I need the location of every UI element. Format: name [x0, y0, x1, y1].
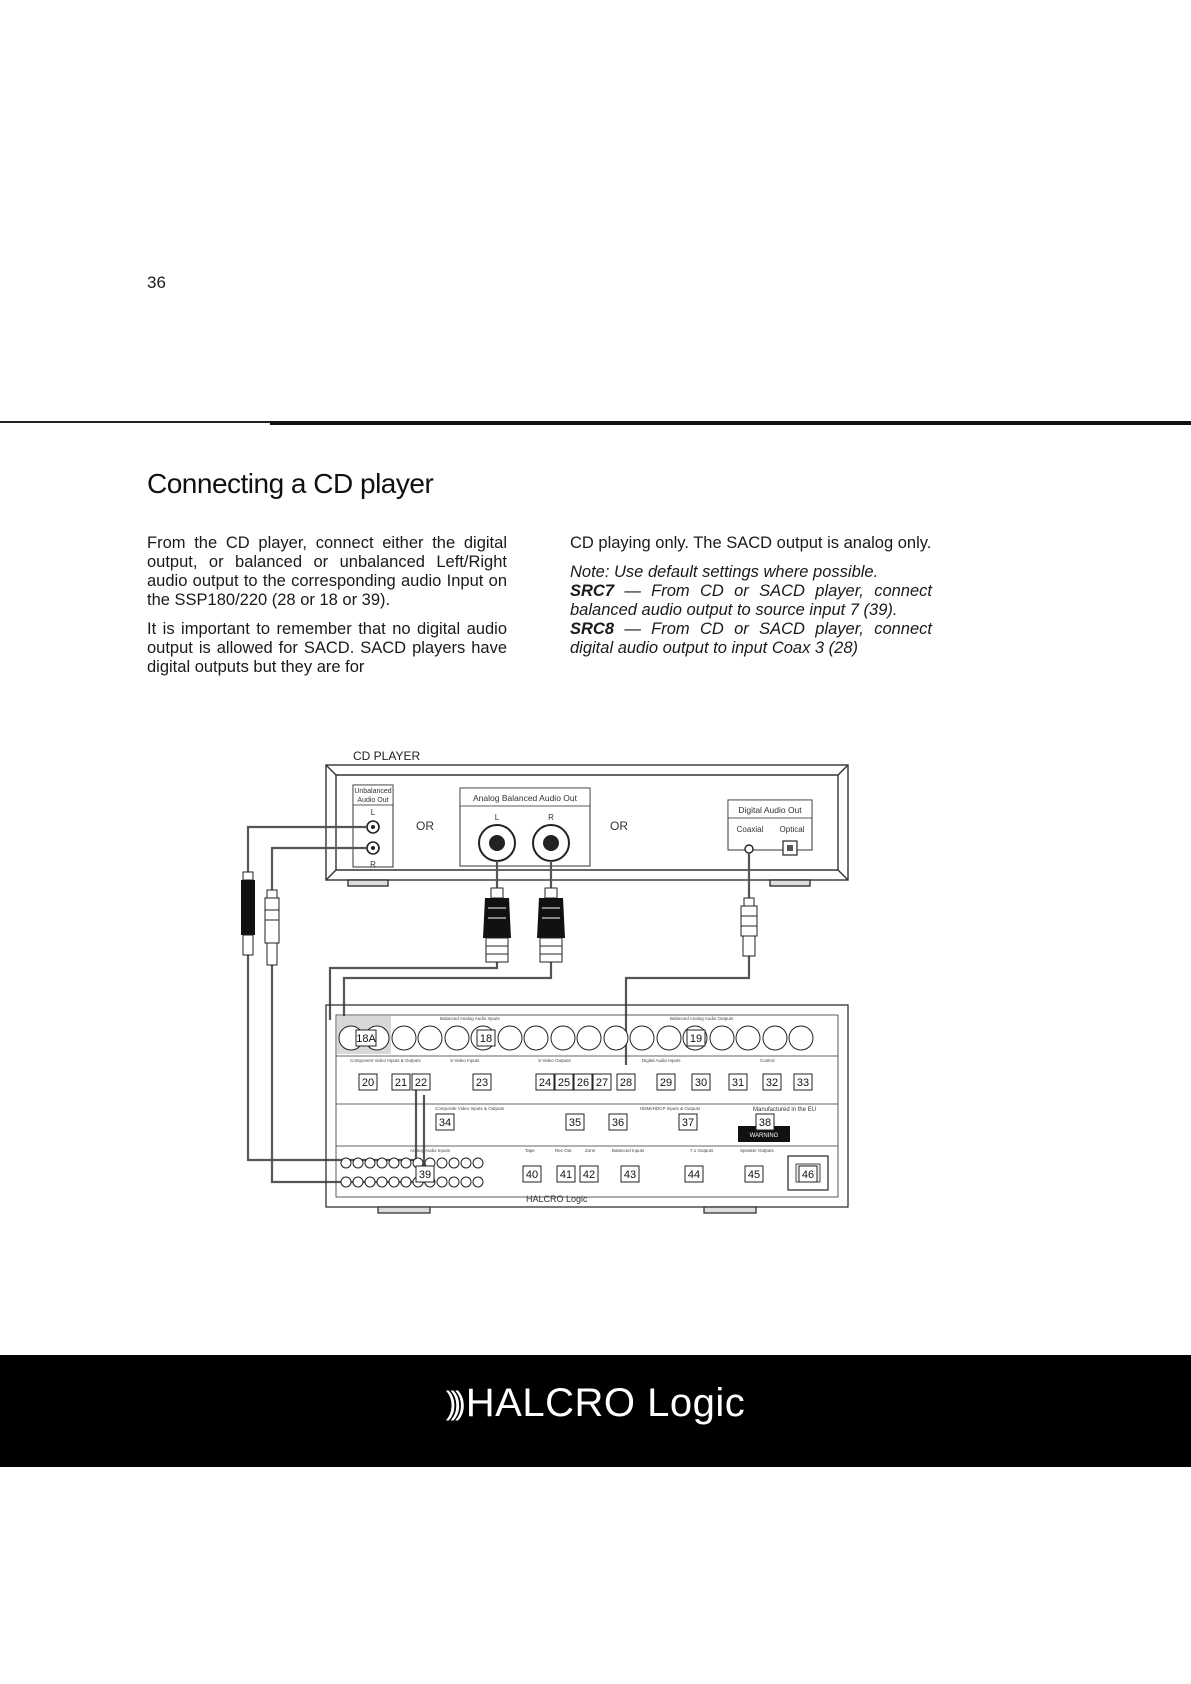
rca-plug-left: [241, 872, 255, 955]
xlr-plug-left: [483, 888, 511, 962]
rear-label-manufactured: Manufactured in the EU: [753, 1107, 817, 1113]
rear-label-component: Component Video Inputs & Outputs: [350, 1058, 421, 1063]
svg-text:37: 37: [681, 1117, 695, 1129]
callout-23: [473, 1074, 491, 1090]
coaxial-plug: [741, 898, 757, 956]
xlr-connector-row: [339, 1026, 813, 1050]
callout-22: [412, 1074, 430, 1090]
rear-label-analog-in: Analog Audio Inputs: [410, 1148, 451, 1153]
callout-31: [729, 1074, 747, 1090]
rear-label-digital-in: Digital Audio Inputs: [642, 1058, 681, 1063]
rear-label-tape: Tape: [525, 1148, 535, 1153]
unbalanced-right-label: R: [370, 860, 376, 869]
callout-34: [436, 1114, 454, 1130]
svg-text:45: 45: [747, 1169, 761, 1181]
unbalanced-label-1: Unbalanced: [354, 788, 392, 795]
callout-24: [536, 1074, 554, 1090]
callout-38: [756, 1114, 774, 1130]
svg-text:21: 21: [394, 1077, 408, 1089]
svg-text:35: 35: [568, 1117, 582, 1129]
rear-label-zone: Zone: [585, 1148, 596, 1153]
note-intro: Note: Use default settings where possible.: [570, 563, 879, 581]
header-rule-thin: [0, 421, 270, 423]
callout-40: [523, 1166, 541, 1182]
rear-label-svideo-out: S-Video Outputs: [538, 1058, 571, 1063]
callout-25: [555, 1074, 573, 1090]
rear-label-71-out: 7.1 Outputs: [690, 1148, 714, 1153]
callout-29: [657, 1074, 675, 1090]
callout-18: [477, 1030, 495, 1046]
callout-46: [799, 1166, 817, 1182]
svg-text:41: 41: [559, 1169, 573, 1181]
svg-text:29: 29: [659, 1077, 673, 1089]
note-src8-label: SRC8: [570, 620, 615, 638]
svg-text:18A: 18A: [356, 1033, 376, 1045]
logo-waves-icon: ))): [445, 1385, 460, 1421]
body-left-column: [147, 534, 507, 687]
footer-brand: HALCRO Logic: [465, 1381, 746, 1425]
balanced-right-label: R: [548, 813, 554, 822]
svg-text:20: 20: [361, 1077, 375, 1089]
balanced-left-label: L: [494, 813, 500, 822]
callout-37: [679, 1114, 697, 1130]
callout-30: [692, 1074, 710, 1090]
rca-right-pin: [371, 846, 375, 850]
balanced-label: Analog Balanced Audio Out: [473, 793, 577, 803]
callout-28: [617, 1074, 635, 1090]
page-number: 36: [147, 273, 166, 292]
rca-plug-right: [265, 890, 279, 965]
footer-band: [0, 1355, 1191, 1467]
svg-text:25: 25: [557, 1077, 571, 1089]
svg-text:40: 40: [525, 1169, 539, 1181]
optical-port: [787, 845, 793, 851]
svg-text:43: 43: [623, 1169, 637, 1181]
svg-text:33: 33: [796, 1077, 810, 1089]
connection-diagram: [220, 740, 860, 1220]
svg-text:44: 44: [687, 1169, 701, 1181]
note-src7-text: — From CD or SACD player, connect balanced audio output to source input 7 (39).: [570, 582, 932, 619]
rear-label-hdmi: HDMI/HDCP Inputs & Outputs: [640, 1106, 701, 1111]
cd-player-chassis: [326, 765, 848, 886]
svg-text:38: 38: [758, 1117, 772, 1129]
coaxial-label: Coaxial: [736, 825, 764, 834]
callout-labels: [356, 1030, 817, 1182]
svg-text:26: 26: [576, 1077, 590, 1089]
paragraph-connect: From the CD player, connect either the digital output, or balanced or unbalanced Left/Right audio output to the corresponding audio Input on the SSP180/220 (28 or 18 or 39).: [147, 534, 507, 609]
svg-text:34: 34: [438, 1117, 452, 1129]
callout-44: [685, 1166, 703, 1182]
paragraph-cd-only: CD playing only. The SACD output is analog only.: [570, 534, 932, 552]
svg-text:42: 42: [582, 1169, 596, 1181]
svg-text:39: 39: [418, 1169, 432, 1181]
unbalanced-label-2: Audio Out: [357, 797, 389, 804]
note-src8-text: — From CD or SACD player, connect digital audio output to input Coax 3 (28): [570, 620, 932, 657]
callout-20: [359, 1074, 377, 1090]
xlr-right-pins: [543, 835, 559, 851]
svg-text:36: 36: [611, 1117, 625, 1129]
callout-42: [580, 1166, 598, 1182]
svg-text:31: 31: [731, 1077, 745, 1089]
callout-36: [609, 1114, 627, 1130]
callout-41: [557, 1166, 575, 1182]
callout-39: [416, 1166, 434, 1182]
rear-label-svideo-in: S-Video Inputs: [450, 1058, 480, 1063]
or-label-2: OR: [610, 819, 628, 833]
xlr-plug-right: [537, 888, 565, 962]
paragraph-sacd: It is important to remember that no digital audio output is allowed for SACD. SACD players have digital outputs but they are for: [147, 620, 507, 676]
rear-label-composite: Composite Video Inputs & Outputs: [435, 1106, 504, 1111]
rear-top-left-label: Balanced Analog Audio Inputs: [440, 1016, 500, 1021]
note-block: [570, 563, 932, 658]
svg-text:32: 32: [765, 1077, 779, 1089]
svg-text:46: 46: [801, 1169, 815, 1181]
callout-21: [392, 1074, 410, 1090]
xlr-left-pins: [489, 835, 505, 851]
digital-label: Digital Audio Out: [738, 805, 802, 815]
svg-text:23: 23: [475, 1077, 489, 1089]
rear-label-rec-out: Rec Out: [555, 1148, 572, 1153]
rear-label-control: Control: [760, 1058, 775, 1063]
svg-text:18: 18: [479, 1033, 493, 1045]
body-right-column: [570, 534, 932, 668]
rear-top-right-label: Balanced Analog Audio Outputs: [670, 1016, 734, 1021]
footer-logo: [0, 1381, 1191, 1426]
rca-left-pin: [371, 825, 375, 829]
unbalanced-left-label: L: [370, 808, 376, 817]
page-heading: Connecting a CD player: [147, 468, 434, 499]
optical-label: Optical: [779, 825, 805, 834]
rear-brand: HALCRO Logic: [526, 1194, 588, 1204]
warning-label-text: WARNING: [749, 1133, 779, 1139]
callout-35: [566, 1114, 584, 1130]
callout-26: [574, 1074, 592, 1090]
callout-33: [794, 1074, 812, 1090]
svg-text:19: 19: [689, 1033, 703, 1045]
svg-text:30: 30: [694, 1077, 708, 1089]
callout-45: [745, 1166, 763, 1182]
coaxial-jack: [745, 845, 753, 853]
svg-text:27: 27: [595, 1077, 609, 1089]
svg-text:28: 28: [619, 1077, 633, 1089]
callout-32: [763, 1074, 781, 1090]
callout-27: [593, 1074, 611, 1090]
cd-player-title: CD PLAYER: [353, 749, 421, 763]
or-label-1: OR: [416, 819, 434, 833]
note-src7-label: SRC7: [570, 582, 615, 600]
svg-text:22: 22: [414, 1077, 428, 1089]
header-rule-thick: [270, 421, 1191, 425]
svg-text:24: 24: [538, 1077, 552, 1089]
rear-label-speaker-out: Speaker Outputs: [740, 1148, 774, 1153]
callout-19: [687, 1030, 705, 1046]
callout-18a: [356, 1030, 376, 1046]
rear-label-balanced-in: Balanced Inputs: [612, 1148, 645, 1153]
callout-43: [621, 1166, 639, 1182]
